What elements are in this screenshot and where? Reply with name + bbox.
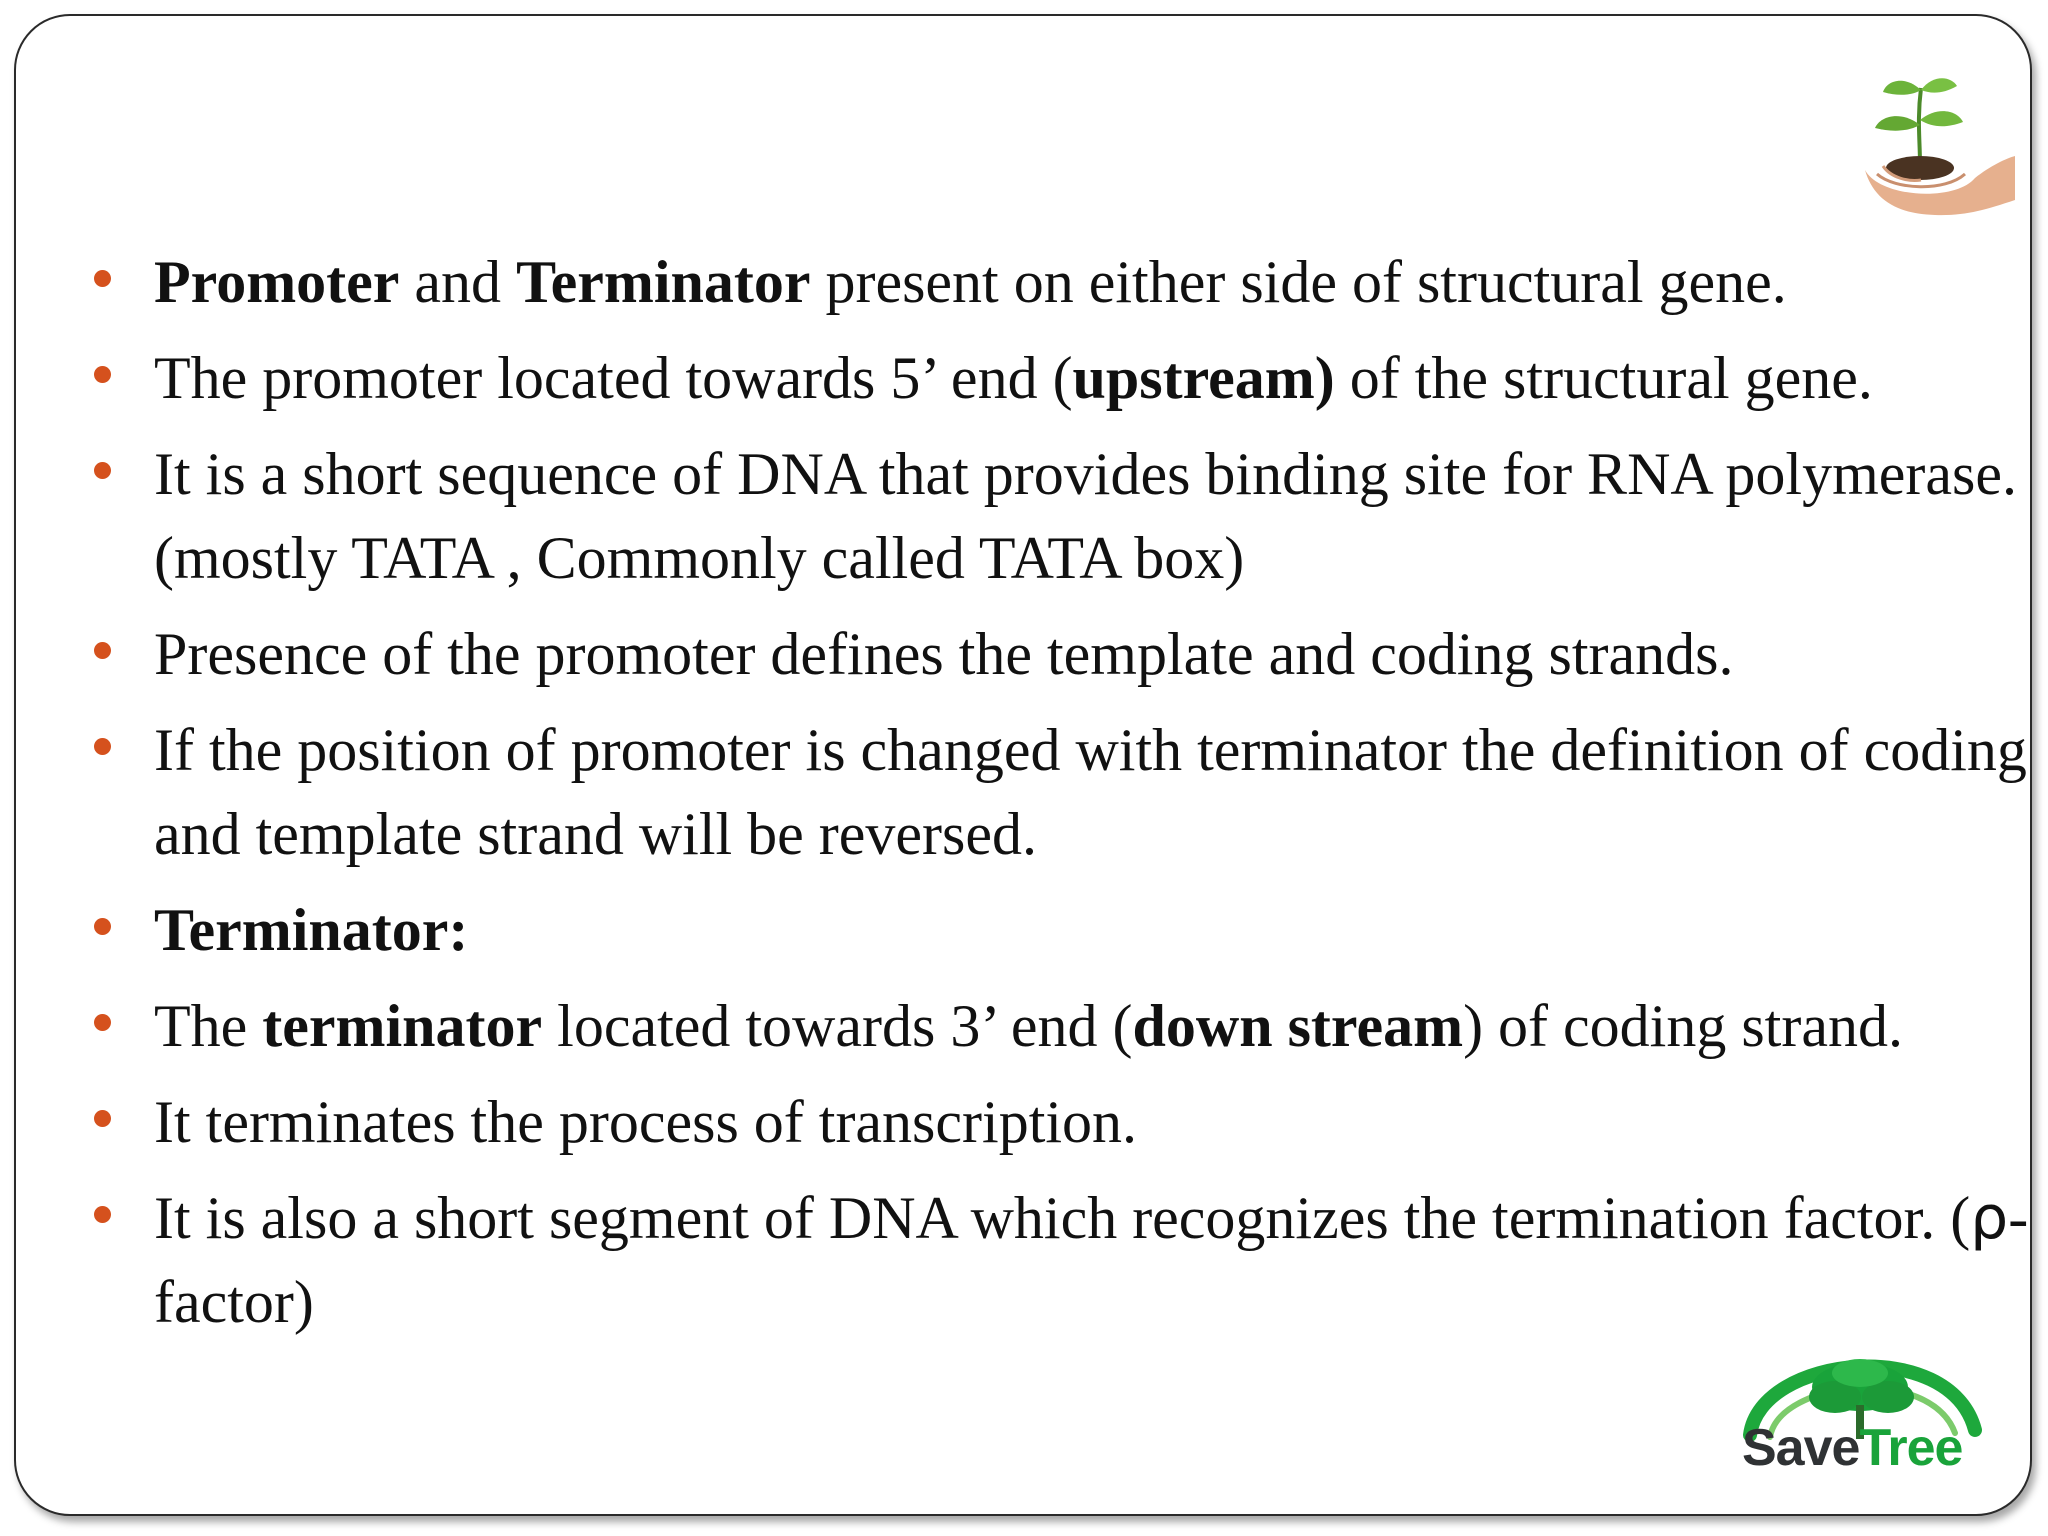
text: -factor) <box>154 1185 2029 1335</box>
text: present on either side of structural gene. <box>810 249 1787 315</box>
bold-text: Terminator: <box>154 897 469 963</box>
bullet-item <box>90 1176 2030 1344</box>
bullet-item <box>90 1080 2030 1164</box>
bullet-dot-icon <box>94 738 111 755</box>
bullet-item <box>90 336 2030 420</box>
bullet-dot-icon <box>94 1110 111 1127</box>
text: ) of coding strand. <box>1463 993 1903 1059</box>
bullet-list <box>90 240 2030 1356</box>
logo-word-tree: Tree <box>1859 1419 1963 1477</box>
bullet-item <box>90 240 2030 324</box>
bold-text: upstream) <box>1072 345 1335 411</box>
bullet-dot-icon <box>94 1206 111 1223</box>
bullet-item <box>90 888 2030 972</box>
bullet-item <box>90 708 2030 876</box>
bullet-item <box>90 612 2030 696</box>
text: Presence of the promoter defines the template and coding strands. <box>154 621 1734 687</box>
bold-text: Promoter <box>154 249 400 315</box>
bullet-item <box>90 984 2030 1068</box>
text: The <box>154 993 263 1059</box>
save-tree-logo-text <box>1742 1418 1962 1478</box>
text: The promoter located towards 5’ end ( <box>154 345 1073 411</box>
text: It is also a short segment of DNA which recognizes the termination factor. ( <box>154 1185 1971 1251</box>
text: of the structural gene. <box>1334 345 1873 411</box>
text: It terminates the process of transcription. <box>154 1089 1138 1155</box>
bullet-dot-icon <box>94 642 111 659</box>
bullet-item <box>90 432 2030 600</box>
text: It is a short sequence of DNA that provides binding site for RNA polymerase. (mostly TATA , Commonly called TATA box) <box>154 441 2017 591</box>
bullet-dot-icon <box>94 918 111 935</box>
bold-text: terminator <box>262 993 543 1059</box>
bullet-dot-icon <box>94 1014 111 1031</box>
text: If the position of promoter is changed with terminator the definition of coding and template strand will be reversed. <box>154 717 2027 867</box>
logo-word-save: Save <box>1742 1419 1860 1477</box>
bullet-dot-icon <box>94 462 111 479</box>
text: and <box>399 249 517 315</box>
bold-text: down stream <box>1132 993 1464 1059</box>
hands-with-seedling-image <box>1825 70 2015 220</box>
text: located towards 3’ end ( <box>542 993 1133 1059</box>
bold-text: Terminator <box>516 249 811 315</box>
text: ρ <box>1970 1183 2009 1253</box>
bullet-dot-icon <box>94 366 111 383</box>
bullet-dot-icon <box>94 270 111 287</box>
